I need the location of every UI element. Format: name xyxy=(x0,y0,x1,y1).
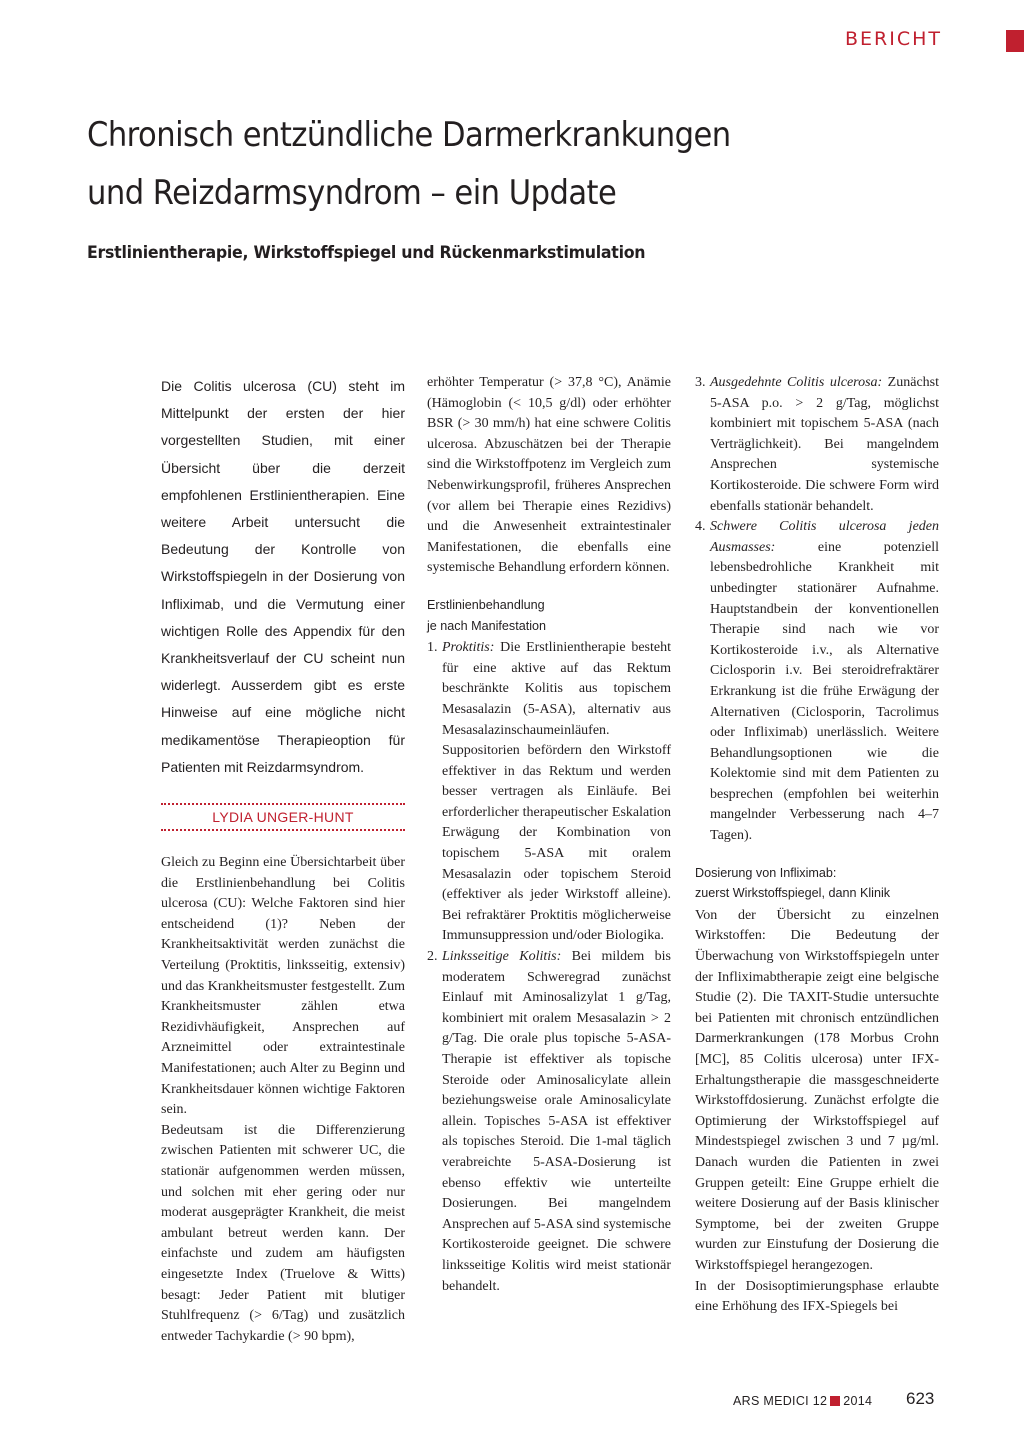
list-body: Bei mildem bis moderatem Schweregrad zunächst Einlauf mit Aminosalizylat 1 g/Tag, kombiniert mit oralem Mesasalazin > 2 g/Tag. Die orale plus topische 5-ASA-Therapie ist effektiver als topische Steroide oder Aminosalicylate allein beziehungsweise orale Aminosalicylate allein. Topisches 5-ASA ist effektiver als topisches Steroid. Die 1-mal täglich verabreichte 5-ASA-Dosierung ist ebenso effektiv wie unterteilte Dosierungen. Bei mangelndem Ansprechen auf 5-ASA sind systemische Kortikosteroide geeignet. Die schwere linksseitige Kolitis wird meist stationär behandelt. xyxy=(442,949,671,1294)
list-text xyxy=(442,947,671,1297)
body-paragraph: Gleich zu Beginn eine Übersichtarbeit über die Erstlinienbehandlung bei Colitis ulcerosa (CU): Welche Faktoren sind hier entscheidend (1)? Neben der Krankheitsaktivität werden zunächst die Verteilung (Proktitis, linksseitig, extensiv) und das Krankheitsmuster festgestellt. Zum Krankheitsmuster zählen etwa Rezidivhäufigkeit, Ansprechen auf Arzneimittel oder extraintestinale Manifestationen; auch Alter zu Beginn und Krankheitsdauer können wichtige Faktoren sein. xyxy=(161,855,405,1118)
list-number: 3. xyxy=(695,375,706,390)
column-3 xyxy=(695,373,939,1318)
footer-square-marker xyxy=(830,1396,840,1406)
list-text xyxy=(710,517,939,847)
list-label: Proktitis: xyxy=(442,640,495,656)
title-line-1: Chronisch entzündliche Darmerkrankungen xyxy=(87,115,731,155)
list-number: 1. xyxy=(427,640,438,656)
list-item xyxy=(695,517,939,847)
list-label: Linksseitige Kolitis: xyxy=(442,949,562,965)
list-body: eine potenziell lebensbedrohliche Krankheit mit unbedingter stationärer Aufnahme. Hauptstandbein der konventionellen Therapie sind nach wie vor Kortikosteroide i.v., als Alternative Ciclosporin i.v. Bei steroidrefraktärer Erkrankung ist die frühe Erwägung der Alternativen (Ciclosporin, Tacrolimus oder Infliximab) unerlässlich. Weitere Behandlungsoptionen wie die Kolektomie sind mit dem Patienten zu besprechen (empfohlen bei weiterhin mangelnder Verbesserung nach 4–7 Tagen). xyxy=(710,539,939,844)
list-number: 2. xyxy=(427,949,438,965)
body-paragraph: In der Dosisoptimierungsphase erlaubte eine Erhöhung des IFX-Spiegels bei xyxy=(695,1278,939,1315)
body-paragraph: Von der Übersicht zu einzelnen Wirkstoffen: Die Bedeutung der Überwachung von Wirkstoffspiegeln unter der Infliximabtherapie zeigt eine belgische Studie (2). Die TAXIT-Studie untersuchte bei Patienten mit chronisch entzündlichen Darmerkrankungen (178 Morbus Crohn [MC], 85 Colitis ulcerosa) unter IFX-Erhaltungstherapie die massgeschneiderte Wirkstoffdosierung. Zunächst erfolgte die Optimierung der Wirkstoffspiegel auf Mindestspiegel zwischen 3 und 7 µg/ml. Danach wurden die Patienten in zwei Gruppen geteilt: Eine Gruppe erhielt die weitere Dosierung auf der Basis klinischer Symptome, bei der zweiten Gruppe wurden zur Einstufung der Dosierung die Wirkstoffspiegel herangezogen. xyxy=(695,907,939,1273)
journal-year: 2014 xyxy=(843,1394,873,1408)
list-text xyxy=(442,638,671,947)
author-rule-bottom xyxy=(161,829,405,831)
journal-name: ARS MEDICI 12 xyxy=(733,1394,828,1408)
author-name: LYDIA UNGER-HUNT xyxy=(212,809,354,826)
subheading-line-2: zuerst Wirkstoffspiegel, dann Klinik xyxy=(695,886,891,901)
subheading-line-2: je nach Manifestation xyxy=(427,618,547,633)
list-item xyxy=(695,373,939,517)
article-title xyxy=(87,106,879,222)
article-subtitle: Erstlinientherapie, Wirkstoffspiegel und Rückenmarkstimulation xyxy=(87,243,646,263)
body-paragraph: erhöhter Temperatur (> 37,8 °C), Anämie (Hämoglobin (< 10,5 g/dl) oder erhöhter BSR (> 30 mm/h) hat eine schwere Colitis ulcerosa. Abzuschätzen bei der Therapie sind die Wirkstoffpotenz im Vergleich zum Nebenwirkungsprofil, früheres Ansprechen (vor allem bei Therapie eines Rezidivs) und die Anwesenheit extraintestinaler Manifestationen, die ebenfalls eine systemische Behandlung erfordern können. xyxy=(427,375,671,576)
list-item xyxy=(427,638,671,947)
body-paragraph: Bedeutsam ist die Differenzierung zwischen Patienten mit schwerer UC, die stationär aufgenommen werden müssen, und solchen mit eher gering oder nur moderat ausgeprägter Krankheit, die meist ambulant betreut werden kann. Der einfachste und zudem am häufigsten eingesetzte Index (Truelove & Witts) besagt: Jeder Patient mit blutiger Stuhlfrequenz (> 6/Tag) und zusätzlich entweder Tachykardie (> 90 bpm), xyxy=(161,1122,405,1344)
footer-journal xyxy=(733,1394,872,1408)
subheading-line-1: Dosierung von Infliximab: xyxy=(695,865,837,880)
list-label: Schwere Colitis ulcerosa jeden Ausmasses: xyxy=(710,519,939,555)
list-label: Ausgedehnte Colitis ulcerosa: xyxy=(710,375,883,390)
subheading-line-1: Erstlinienbehandlung xyxy=(427,597,545,612)
column-1 xyxy=(161,373,405,1347)
column-2 xyxy=(427,373,671,1297)
section-marker xyxy=(1006,30,1024,52)
list-item xyxy=(427,947,671,1297)
list-number: 4. xyxy=(695,519,706,535)
page-number: 623 xyxy=(906,1389,935,1408)
list-body: Die Erstlinientherapie besteht für eine aktive auf das Rektum beschränkte Kolitis aus topischem Mesasalazin (5-ASA), alternativ aus Mesasalazinschaumeinläufen. Suppositorien befördern den Wirkstoff effektiver in das Rektum und werden besser vertragen als Einläufe. Bei erforderlicher therapeutischer Eskalation Erwägung der Kombination von topischem 5-ASA mit oralem Mesasalazin oder topischem Steroid (effektiver als jeder Wirkstoff alleine). Bei refraktärer Proktitis möglicherweise Immunsuppression und/oder Biologika. xyxy=(442,640,671,944)
author-rule-top xyxy=(161,803,405,805)
list-text xyxy=(710,373,939,517)
subheading xyxy=(695,863,939,904)
list-body: Zunächst 5-ASA p.o. > 2 g/Tag, möglichst kombiniert mit topischem 5-ASA (nach Verträglichkeit). Bei mangelndem Ansprechen systemische Kortikosteroide. Die schwere Form wird ebenfalls stationär behandelt. xyxy=(710,375,939,514)
section-label: BERICHT xyxy=(844,28,942,50)
subheading xyxy=(427,595,671,636)
title-line-2: und Reizdarmsyndrom – ein Update xyxy=(87,173,617,213)
lead-paragraph: Die Colitis ulcerosa (CU) steht im Mittelpunkt der ersten der hier vorgestellten Studien, mit einer Übersicht über die derzeit empfohlenen Erstlinientherapien. Eine weitere Arbeit untersucht die Bedeutung der Kontrolle von Wirkstoffspiegeln in der Dosierung von Infliximab, und die Vermutung einer wichtigen Rolle des Appendix für den Krankheitsverlauf der CU scheint nun widerlegt. Ausserdem gibt es erste Hinweise auf eine mögliche nicht medikamentöse Therapieoption für Patienten mit Reizdarmsyndrom. xyxy=(161,378,405,775)
